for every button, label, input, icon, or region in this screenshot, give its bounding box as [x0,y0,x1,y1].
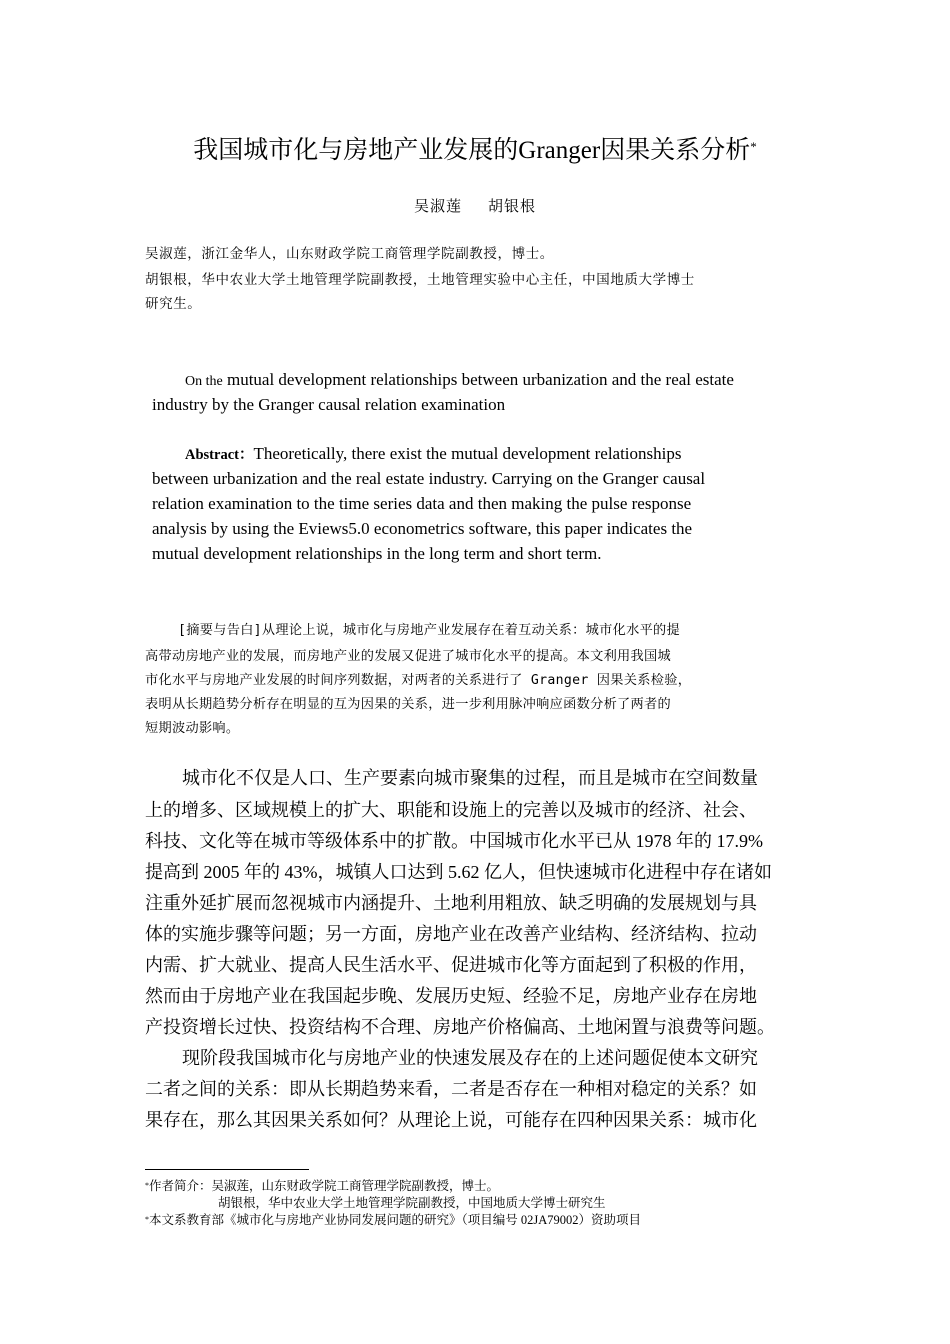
chinese-abstract-line: 表明从长期趋势分析存在明显的互为因果的关系，进一步利用脉冲响应函数分析了两者的 [145,697,672,712]
body-line: 产投资增长过快、投资结构不合理、房地产价格偏高、土地闲置与浪费等问题。 [145,1017,775,1037]
abstract-label: Abstract： [185,447,254,463]
english-abstract-line: analysis by using the Eviews5.0 econometrics software, this paper indicates the [152,519,693,538]
english-title-text: mutual development relationships between urbanization and the real estate [222,370,734,389]
chinese-abstract-line: 高带动房地产业的发展，而房地产业的发展又促进了城市化水平的提高。本文利用我国城 [145,649,672,664]
author-bio-line: 研究生。 [145,296,202,312]
english-title-line: industry by the Granger causal relation examination [152,395,506,414]
footnote-text: 本文系教育部《城市化与房地产业协同发展问题的研究》（项目编号 02JA79002）资助项目 [149,1213,642,1227]
body-line: 体的实施步骤等问题；另一方面，房地产业在改善产业结构、经济结构、拉动 [145,924,757,944]
body-line: 上的增多、区域规模上的扩大、职能和设施上的完善以及城市的经济、社会、 [145,800,757,820]
paper-title-text: 我国城市化与房地产业发展的Granger因果关系分析 [193,137,751,164]
body-line: 果存在，那么其因果关系如何？从理论上说，可能存在四种因果关系：城市化 [145,1110,757,1130]
english-abstract-line: between urbanization and the real estate industry. Carrying on the Granger causal [152,469,706,488]
footnote-line [145,1212,641,1228]
chinese-abstract-line: 市化水平与房地产业发展的时间序列数据，对两者的关系进行了 Granger 因果关系检验， [145,673,692,688]
body-line: 内需、扩大就业、提高人民生活水平、促进城市化等方面起到了积极的作用， [145,955,757,975]
footnote-line: 胡银根，华中农业大学土地管理学院副教授，中国地质大学博士研究生 [218,1196,606,1210]
english-abstract-line: relation examination to the time series data and then making the pulse response [152,494,692,513]
footnote-mark: * [145,1181,149,1190]
body-line: 现阶段我国城市化与房地产业的快速发展及存在的上述问题促使本文研究 [182,1048,758,1068]
chinese-abstract-line: 短期波动影响。 [145,721,240,736]
paper-title [0,134,950,168]
body-line: 科技、文化等在城市等级体系中的扩散。中国城市化水平已从 1978 年的 17.9% [145,831,763,851]
chinese-abstract-line: [摘要与告白]从理论上说，城市化与房地产业发展存在着互动关系：城市化水平的提 [178,623,681,638]
english-abstract-line [152,441,817,468]
english-title-prefix: On the [185,374,223,389]
author-name: 胡银根 [488,197,537,215]
body-line: 提高到 2005 年的 43%，城镇人口达到 5.62 亿人，但快速城市化进程中存在诸如 [145,862,772,882]
english-abstract-line: mutual development relationships in the long term and short term. [152,544,602,563]
body-line: 注重外延扩展而忽视城市内涵提升、土地利用粗放、缺乏明确的发展规划与具 [145,893,757,913]
author-bio-line: 吴淑莲，浙江金华人，山东财政学院工商管理学院副教授，博士。 [145,246,554,262]
author-name: 吴淑莲 [413,197,462,215]
title-footnote-mark: * [750,139,757,154]
author-bio-line: 胡银根，华中农业大学土地管理学院副教授，土地管理实验中心主任，中国地质大学博士 [145,272,695,288]
footnote-divider [145,1169,309,1170]
author-line [0,196,950,216]
body-line: 二者之间的关系：即从长期趋势来看，二者是否存在一种相对稳定的关系？如 [145,1079,757,1099]
body-line: 城市化不仅是人口、生产要素向城市聚集的过程，而且是城市在空间数量 [182,768,758,788]
footnote-line [145,1178,499,1194]
english-title-line [152,367,817,394]
abstract-text: Theoretically, there exist the mutual development relationships [253,444,682,463]
footnote-text: 作者简介：吴淑莲，山东财政学院工商管理学院副教授，博士。 [149,1179,500,1193]
footnote-mark: * [145,1215,149,1224]
body-line: 然而由于房地产业在我国起步晚、发展历史短、经验不足，房地产业存在房地 [145,986,757,1006]
